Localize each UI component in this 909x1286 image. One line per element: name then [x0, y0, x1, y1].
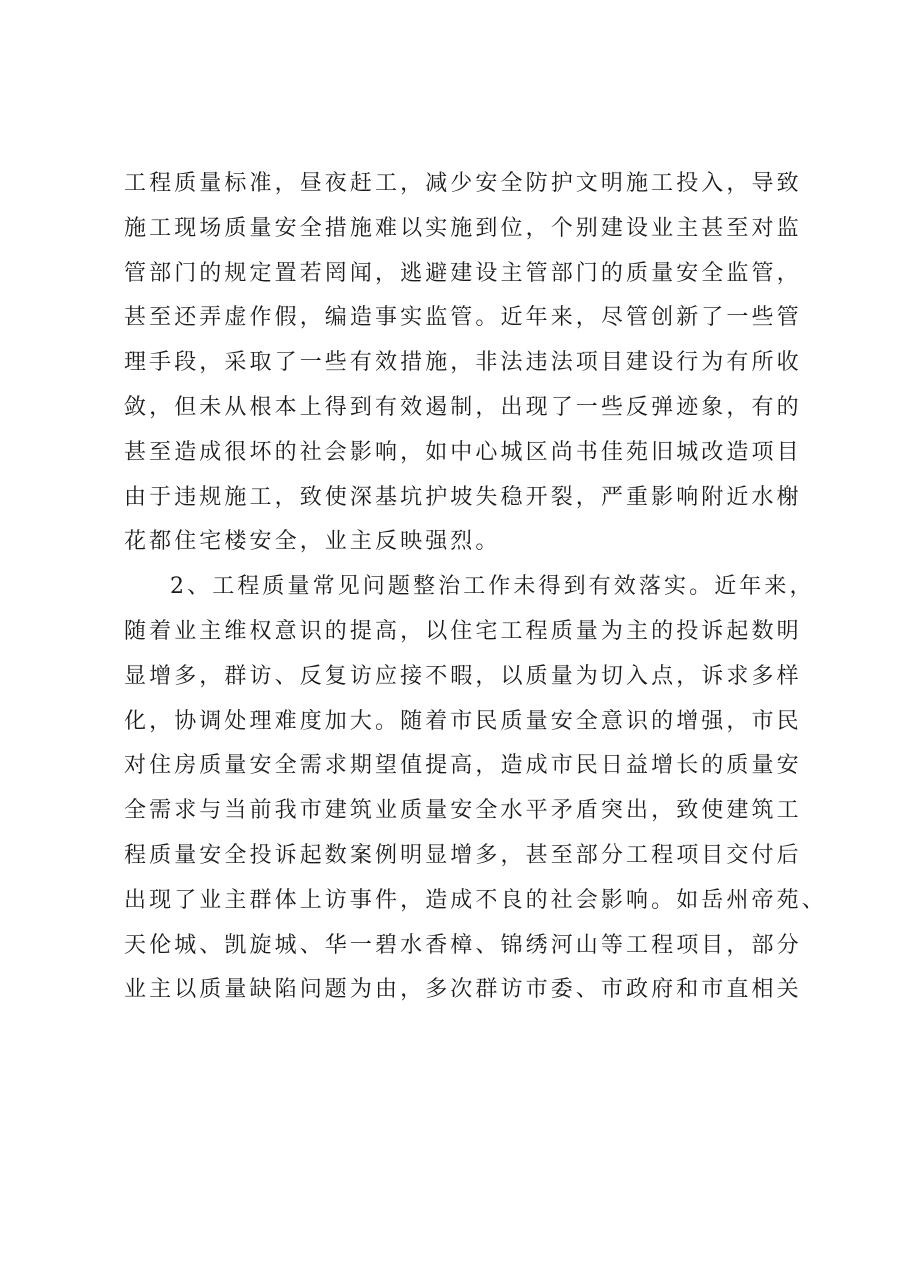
text-line: 天伦城、凯旋城、华一碧水香樟、锦绣河山等工程项目，部分	[124, 932, 802, 958]
text-line: 理手段，采取了一些有效措施，非法违法项目建设行为有所收	[124, 350, 802, 376]
text-line: 出现了业主群体上访事件，造成不良的社会影响。如岳州帝苑、	[124, 887, 827, 913]
text-line: 程质量安全投诉起数案例明显增多，甚至部分工程项目交付后	[124, 842, 802, 868]
text-line: 施工现场质量安全措施难以实施到位，个别建设业主甚至对监	[124, 215, 802, 241]
text-line: 由于违规施工，致使深基坑护坡失稳开裂，严重影响附近水榭	[124, 484, 802, 510]
text-line: 显增多，群访、反复访应接不暇，以质量为切入点，诉求多样	[124, 663, 802, 689]
text-line: 管部门的规定置若罔闻，逃避建设主管部门的质量安全监管，	[124, 260, 802, 286]
text-line: 花都住宅楼安全，业主反映强烈。	[124, 529, 501, 555]
text-line: 敛，但未从根本上得到有效遏制，出现了一些反弹迹象，有的	[124, 394, 802, 420]
text-line: 随着业主维权意识的提高，以住宅工程质量为主的投诉起数明	[124, 618, 802, 644]
text-line: 业主以质量缺陷问题为由，多次群访市委、市政府和市直相关	[124, 977, 802, 1003]
text-line: 全需求与当前我市建筑业质量安全水平矛盾突出，致使建筑工	[124, 798, 802, 824]
text-line: 对住房质量安全需求期望值提高，造成市民日益增长的质量安	[124, 753, 802, 779]
text-line: 化，协调处理难度加大。随着市民质量安全意识的增强，市民	[124, 708, 802, 734]
body-text	[124, 162, 827, 1013]
text-line: 工程质量标准，昼夜赶工，减少安全防护文明施工投入，导致	[124, 171, 802, 196]
text-line: 甚至造成很坏的社会影响，如中心城区尚书佳苑旧城改造项目	[124, 439, 802, 465]
paragraph-start-line: 2、工程质量常见问题整治工作未得到有效落实。近年来，	[170, 574, 815, 600]
text-line: 甚至还弄虚作假，编造事实监管。近年来，尽管创新了一些管	[124, 305, 802, 331]
